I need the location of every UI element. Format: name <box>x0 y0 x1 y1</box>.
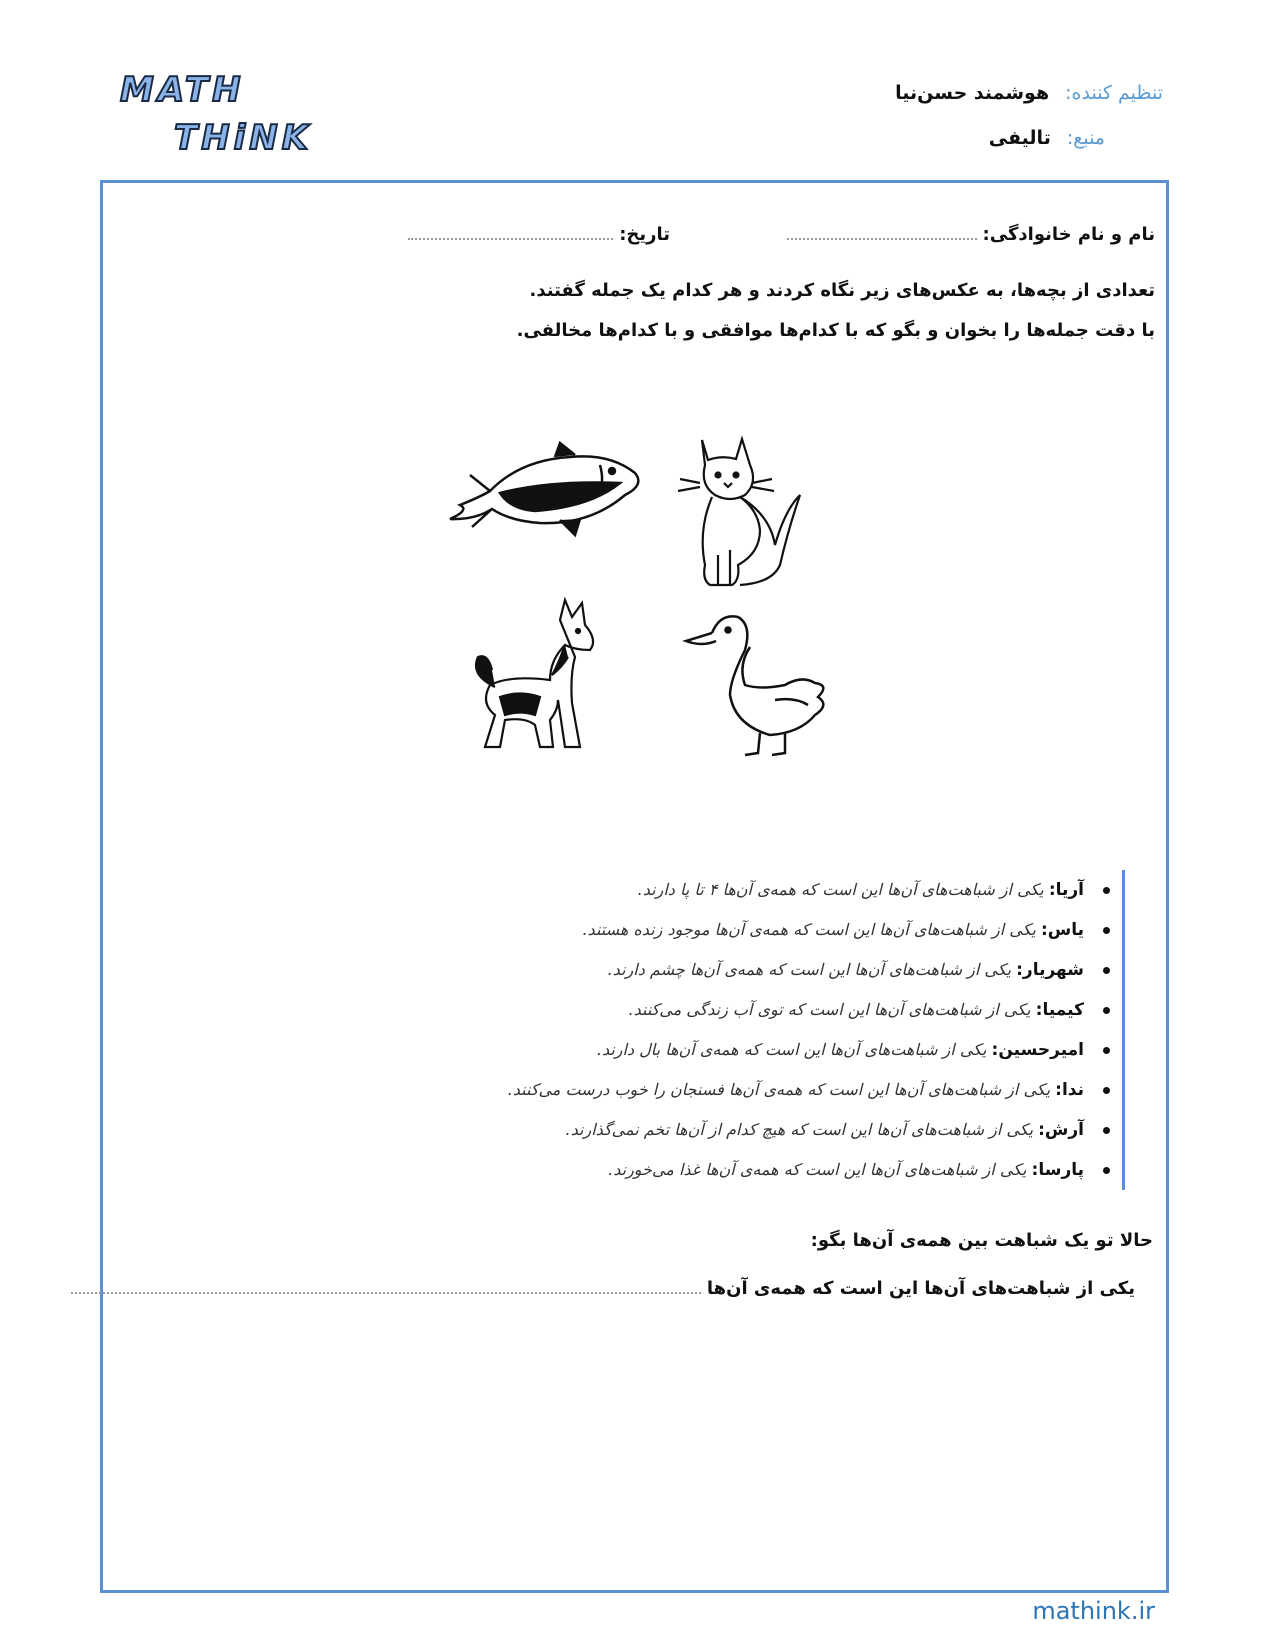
author-label: تنظیم کننده: <box>1065 82 1163 104</box>
student-name: پارسا: <box>1031 1160 1084 1180</box>
statement-text: یکی از شباهت‌های آن‌ها این است که همه‌ی آن‌ها بال دارند. <box>596 1040 987 1059</box>
list-item <box>562 870 1122 910</box>
student-name: کیمیا: <box>1035 1000 1084 1020</box>
instruction-line-2: با دقت جمله‌ها را بخوان و بگو که با کدام‌ها موافقی و با کدام‌ها مخالفی. <box>516 320 1155 341</box>
source-line <box>989 127 1105 149</box>
date-field <box>408 224 670 245</box>
logo-line-think: THiNK <box>174 118 313 158</box>
question-prompt: حالا تو یک شباهت بین همه‌ی آن‌ها بگو: <box>810 1230 1153 1251</box>
source-value: تالیفی <box>988 127 1051 149</box>
footer-site[interactable]: mathink.ir <box>1032 1597 1155 1625</box>
statement-text: یکی از شباهت‌های آن‌ها این است که همه‌ی آن‌ها ۴ تا پا دارند. <box>637 880 1044 899</box>
author-line <box>895 82 1163 104</box>
student-name: امیرحسین: <box>991 1040 1084 1060</box>
answer-blank[interactable] <box>71 1292 701 1294</box>
bullet-icon <box>1103 1167 1110 1174</box>
dog-icon <box>476 600 593 747</box>
list-item <box>562 910 1122 950</box>
student-name: یاس: <box>1040 920 1084 940</box>
statement-text: یکی از شباهت‌های آن‌ها این است که توی آب زندگی می‌کنند. <box>628 1000 1031 1019</box>
list-item <box>562 1030 1122 1070</box>
bullet-icon <box>1103 1127 1110 1134</box>
duck-icon <box>686 616 823 755</box>
bullet-icon <box>1103 967 1110 974</box>
name-field <box>787 224 1155 245</box>
student-name: آرش: <box>1038 1120 1084 1140</box>
list-item <box>562 990 1122 1030</box>
logo-line-math: MATH <box>120 70 245 110</box>
animal-pictures <box>440 435 860 795</box>
answer-start: یکی از شباهت‌های آن‌ها این است که همه‌ی آن‌ها <box>706 1278 1135 1299</box>
statements-list <box>507 870 1125 1190</box>
statement-text: یکی از شباهت‌های آن‌ها این است که همه‌ی آن‌ها موجود زنده هستند. <box>582 920 1036 939</box>
logo <box>118 70 318 165</box>
answer-line <box>71 1278 1135 1299</box>
bullet-icon <box>1103 887 1110 894</box>
statement-text: یکی از شباهت‌های آن‌ها این است که هیچ کدام از آن‌ها تخم نمی‌گذارند. <box>565 1120 1034 1139</box>
list-item <box>562 950 1122 990</box>
name-label: نام و نام خانوادگی: <box>982 224 1155 245</box>
statement-text: یکی از شباهت‌های آن‌ها این است که همه‌ی آن‌ها غذا می‌خورند. <box>608 1160 1027 1179</box>
student-name: ندا: <box>1055 1080 1084 1100</box>
student-name: آریا: <box>1048 880 1084 900</box>
list-item <box>562 1150 1122 1190</box>
student-name: شهریار: <box>1016 960 1084 980</box>
bullet-icon <box>1103 1047 1110 1054</box>
author-value: هوشمند حسن‌نیا <box>895 82 1050 104</box>
fish-icon <box>450 443 638 535</box>
name-blank[interactable] <box>787 238 977 240</box>
statement-text: یکی از شباهت‌های آن‌ها این است که همه‌ی آن‌ها چشم دارند. <box>607 960 1012 979</box>
date-label: تاریخ: <box>619 224 670 245</box>
bullet-icon <box>1103 1007 1110 1014</box>
list-item <box>562 1110 1122 1150</box>
bullet-icon <box>1103 927 1110 934</box>
bullet-icon <box>1103 1087 1110 1094</box>
list-item <box>507 1070 1122 1110</box>
date-blank[interactable] <box>408 238 613 240</box>
statement-text: یکی از شباهت‌های آن‌ها این است که همه‌ی آن‌ها فسنجان را خوب درست می‌کنند. <box>507 1080 1051 1099</box>
cat-icon <box>678 439 800 585</box>
source-label: منبع: <box>1066 127 1105 149</box>
instruction-line-1: تعدادی از بچه‌ها، به عکس‌های زیر نگاه کردند و هر کدام یک جمله گفتند. <box>529 280 1155 301</box>
